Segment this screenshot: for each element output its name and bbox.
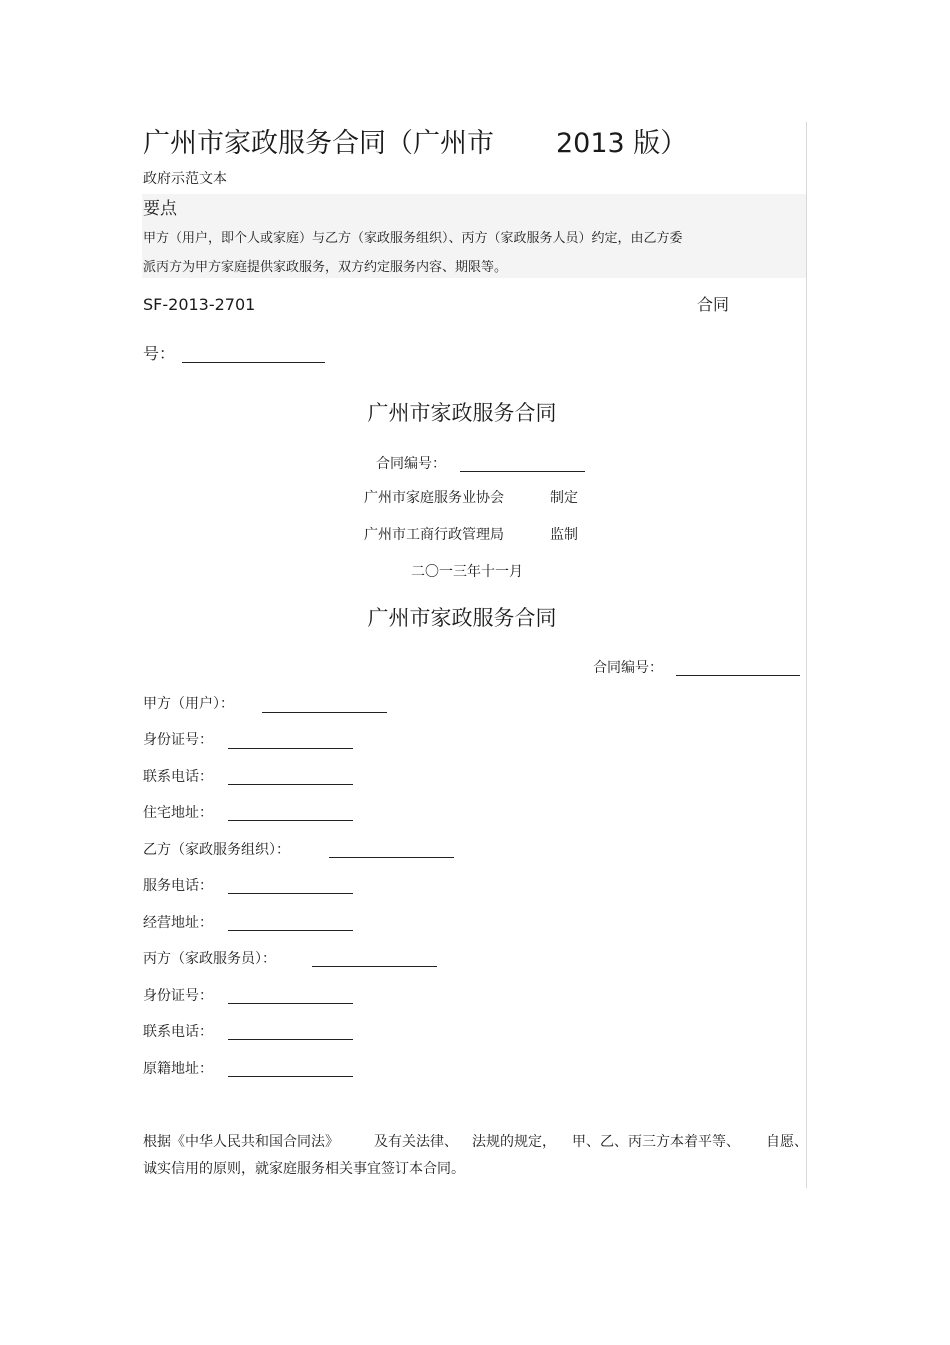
party-c-address-label: 原籍地址： <box>143 1061 213 1077</box>
party-c-label: 丙方（家政服务员）： <box>143 951 276 967</box>
cover-number-blank[interactable] <box>460 471 585 472</box>
party-c-phone-label: 联系电话： <box>143 1024 213 1040</box>
contract-number-label-a: 合同 <box>697 295 730 314</box>
party-b-phone-label: 服务电话： <box>143 878 213 894</box>
document-subtitle: 政府示范文本 <box>143 171 227 187</box>
party-c-id-blank[interactable] <box>228 1003 353 1004</box>
supervisor-org: 广州市工商行政管理局 <box>364 527 504 543</box>
party-a-address-blank[interactable] <box>228 820 353 821</box>
paragraph-part-5: 自愿、 <box>766 1134 808 1150</box>
party-b-address-label: 经营地址： <box>143 915 213 931</box>
document-code: SF-2013-2701 <box>143 295 256 314</box>
paragraph-part-3: 法规的规定， <box>472 1134 556 1150</box>
contract-number-label-b: 号： <box>143 344 176 363</box>
party-b-blank[interactable] <box>329 857 454 858</box>
body-number-blank[interactable] <box>676 675 800 676</box>
party-b-label: 乙方（家政服务组织）： <box>143 842 290 858</box>
party-c-address-blank[interactable] <box>228 1076 353 1077</box>
party-a-blank[interactable] <box>262 712 387 713</box>
party-a-phone-label: 联系电话： <box>143 769 213 785</box>
maker-role: 制定 <box>550 490 578 506</box>
cover-title: 广州市家政服务合同 <box>367 401 557 425</box>
document-version: 2013 版） <box>556 128 688 159</box>
paragraph-part-4: 甲、乙、丙三方本着平等、 <box>572 1134 740 1150</box>
keypoints-line-1: 甲方（用户，即个人或家庭）与乙方（家政服务组织）、丙方（家政服务人员）约定，由乙方委 <box>143 231 683 246</box>
body-title: 广州市家政服务合同 <box>367 606 557 630</box>
party-a-address-label: 住宅地址： <box>143 805 213 821</box>
body-number-label: 合同编号： <box>593 660 663 676</box>
supervisor-role: 监制 <box>550 527 578 543</box>
party-b-address-blank[interactable] <box>228 930 353 931</box>
party-c-id-label: 身份证号： <box>143 988 213 1004</box>
keypoints-line-2: 派丙方为甲方家庭提供家政服务，双方约定服务内容、期限等。 <box>143 260 508 275</box>
party-b-phone-blank[interactable] <box>228 893 353 894</box>
paragraph-part-2: 及有关法律、 <box>374 1134 458 1150</box>
party-a-label: 甲方（用户）： <box>143 696 234 712</box>
document-title: 广州市家政服务合同（广州市 <box>143 128 494 159</box>
party-a-id-label: 身份证号： <box>143 732 213 748</box>
party-a-id-blank[interactable] <box>228 748 353 749</box>
keypoints-heading: 要点 <box>143 199 177 219</box>
document-frame <box>142 122 807 1188</box>
party-c-phone-blank[interactable] <box>228 1039 353 1040</box>
maker-org: 广州市家庭服务业协会 <box>364 490 504 506</box>
party-c-blank[interactable] <box>312 966 437 967</box>
paragraph-line-2: 诚实信用的原则，就家庭服务相关事宜签订本合同。 <box>143 1161 465 1177</box>
contract-number-blank[interactable] <box>182 362 325 363</box>
paragraph-part-1: 根据《中华人民共和国合同法》 <box>143 1134 339 1150</box>
cover-number-label: 合同编号： <box>376 456 446 472</box>
party-a-phone-blank[interactable] <box>228 784 353 785</box>
cover-date: 二〇一三年十一月 <box>411 564 523 580</box>
